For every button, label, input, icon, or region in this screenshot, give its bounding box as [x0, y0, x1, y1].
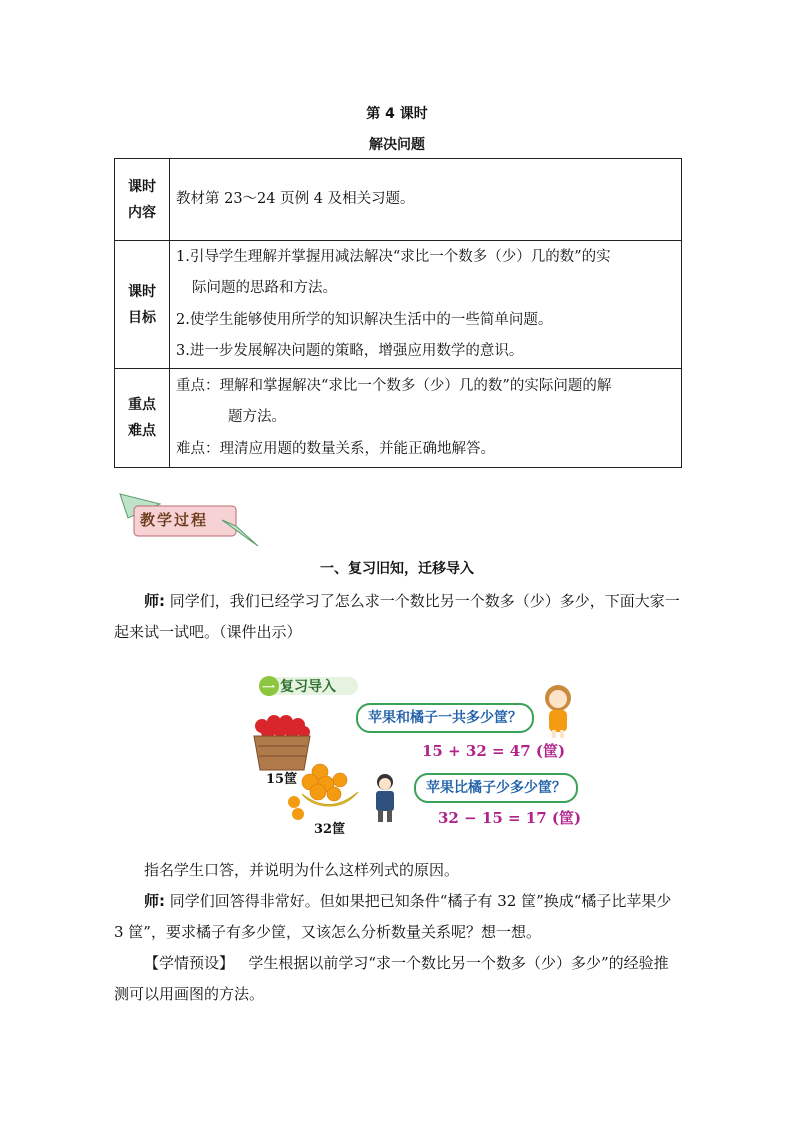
- row-content: [170, 241, 682, 369]
- apple-count-label: 15筐: [266, 772, 298, 787]
- paragraph-prediction: [114, 948, 682, 1010]
- paragraph-text: 同学们回答得非常好。但如果把已知条件“橘子有 32 筐”换成“橘子比苹果少 3 筐”，要求橘子有多少筐，又该怎么分析数量关系呢？想一想。: [114, 892, 672, 941]
- content-line: 难点：理清应用题的数量关系，并能正确地解答。: [176, 440, 495, 457]
- content-line: 教材第 23～24 页例 4 及相关习题。: [176, 190, 415, 207]
- row-label-line: 重点: [128, 397, 156, 413]
- row-label-line: 课时: [128, 178, 156, 195]
- paragraph-text: 学生根据以前学习“求一个数比另一个数多（少）多少”的经验推测可以用画图的方法。: [114, 954, 669, 1003]
- banner-text: 教学过程: [140, 511, 209, 529]
- speaker-label: 师:: [144, 592, 165, 610]
- orange-bowl-icon: [288, 762, 362, 822]
- equation-total: 15 + 32 = 47 (筐): [422, 742, 566, 760]
- row-content: [170, 369, 682, 468]
- row-label-line: 难点: [128, 423, 156, 439]
- review-tag-text: 复习导入: [280, 679, 336, 695]
- review-tag-number: 一: [262, 681, 276, 696]
- teaching-process-banner: [118, 490, 260, 550]
- content-line: 题方法。: [228, 409, 286, 426]
- row-label: [115, 241, 170, 369]
- content-line: 际问题的思路和方法。: [192, 280, 337, 296]
- table-row: [115, 159, 682, 241]
- row-content: [170, 159, 682, 241]
- lesson-topic: 解决问题: [369, 137, 425, 153]
- lesson-number: 第 4 课时: [366, 106, 428, 122]
- row-label-line: 课时: [128, 283, 156, 300]
- table-row: [115, 369, 682, 468]
- table-row: [115, 241, 682, 369]
- orange-count-label: 32筐: [314, 822, 346, 837]
- row-label-line: 目标: [128, 309, 156, 326]
- content-line: 3.进一步发展解决问题的策略，增强应用数学的意识。: [176, 343, 524, 359]
- section-title: 一、复习旧知，迁移导入: [320, 561, 474, 577]
- question-bubble-total: 苹果和橘子一共多少筐？: [356, 703, 534, 733]
- content-line: 1.引导学生理解并掌握用减法解决“求比一个数多（少）几的数”的实: [176, 248, 611, 265]
- paragraph-text: 同学们，我们已经学习了怎么求一个数比另一个数多（少）多少，下面大家一起来试一试吧。（课件出示）: [114, 592, 680, 641]
- paragraph-answer: 指名学生口答，并说明为什么这样列式的原因。: [144, 861, 460, 879]
- teacher-character-icon: [370, 772, 400, 822]
- row-label-line: 内容: [128, 204, 156, 221]
- paragraph-intro: [114, 586, 682, 648]
- row-label: [115, 159, 170, 241]
- prediction-label: 【学情预设】: [144, 954, 235, 972]
- content-line: 2.使学生能够使用所学的知识解决生活中的一些简单问题。: [176, 311, 553, 328]
- speaker-label: 师:: [144, 892, 165, 910]
- row-label: [115, 369, 170, 468]
- question-bubble-difference: 苹果比橘子少多少筐？: [414, 773, 578, 803]
- content-line: 重点：理解和掌握解决“求比一个数多（少）几的数”的实际问题的解: [176, 377, 612, 394]
- review-illustration: [232, 650, 592, 850]
- girl-character-icon: [538, 682, 578, 738]
- equation-difference: 32 − 15 = 17 (筐): [438, 809, 582, 827]
- lesson-info-table: [114, 158, 682, 468]
- paragraph-question: [114, 886, 682, 948]
